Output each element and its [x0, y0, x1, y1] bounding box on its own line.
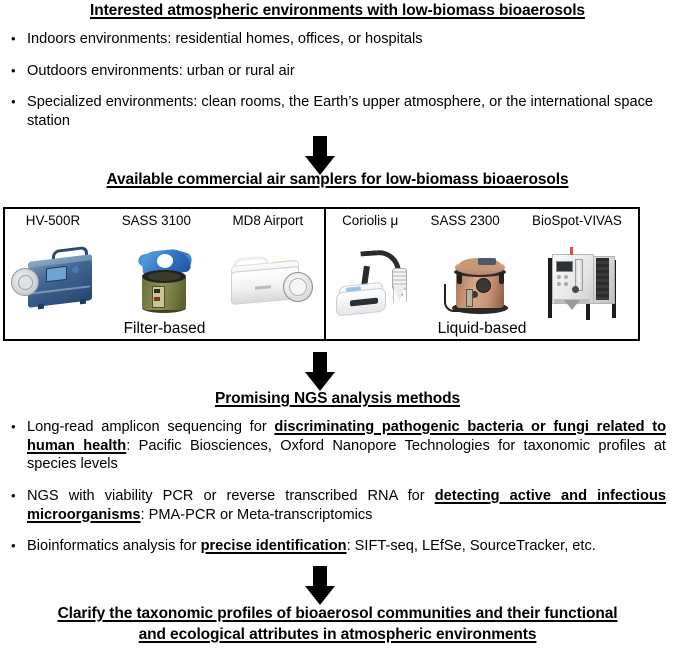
biospot-vivas-sampler-icon [534, 242, 638, 320]
filter-based-group [5, 209, 326, 339]
section-heading-ngs [0, 390, 675, 408]
bullet-icon: • [11, 94, 16, 110]
list-item-tail: : Pacific Biosciences, Oxford Nanopore Technologies for taxonomic profiles at species levels [27, 437, 666, 473]
ngs-methods-bullet-list [11, 418, 666, 569]
sass-3100-sampler-icon [112, 242, 216, 320]
list-item [11, 418, 666, 474]
sass-2300-sampler-icon [430, 242, 534, 320]
list-item-text: Outdoors environments: urban or rural air [27, 62, 295, 79]
sampler-label-coriolis-mu: Coriolis μ [342, 213, 399, 228]
list-item [11, 537, 666, 556]
samplers-box [3, 207, 640, 341]
list-item-tail: : PMA-PCR or Meta-transcriptomics [140, 506, 373, 523]
conclusion-statement [10, 604, 665, 646]
list-item-lead: Long-read amplicon sequencing for [27, 419, 275, 435]
liquid-based-group [326, 209, 638, 339]
list-item [11, 487, 666, 524]
list-item-emphasis: precise identification [200, 538, 347, 555]
list-item-tail: : SIFT-seq, LEfSe, SourceTracker, etc. [346, 538, 596, 555]
list-item-text: Indoors environments: residential homes, offices, or hospitals [27, 31, 423, 47]
list-item [11, 62, 661, 81]
section-heading-ngs-text: Promising NGS analysis methods [214, 390, 461, 407]
hv-500r-sampler-icon [6, 242, 110, 320]
down-arrow-icon [300, 566, 340, 606]
list-item-emphasis: detecting active and infectious microorganisms [27, 488, 666, 523]
liquid-based-labels [326, 209, 638, 228]
conclusion-line-1: Clarify the taxonomic profiles of bioaerosol communities and their functional [57, 605, 618, 622]
sampler-label-hv-500r: HV-500R [25, 213, 81, 228]
filter-based-labels [5, 209, 324, 228]
list-item-lead: Bioinformatics analysis for [27, 538, 201, 555]
list-item [11, 93, 661, 130]
list-item [11, 30, 661, 49]
list-item-text [27, 537, 666, 556]
bullet-icon: • [11, 488, 16, 504]
list-item-text [27, 418, 666, 474]
coriolis-mu-sampler-icon [326, 242, 430, 320]
sampler-label-md8-airport: MD8 Airport [232, 213, 304, 228]
list-item-lead: NGS with viability PCR or reverse transcribed RNA for [27, 488, 435, 505]
bullet-icon: • [11, 31, 16, 46]
conclusion-line-2: and ecological attributes in atmospheric environments [138, 625, 537, 643]
filter-based-caption: Filter-based [123, 319, 206, 337]
section-heading-samplers [0, 171, 675, 189]
section-heading-environments [0, 2, 675, 20]
sampler-label-biospot-vivas: BioSpot-VIVAS [532, 213, 622, 228]
bullet-icon: • [11, 62, 16, 78]
list-item-text [27, 487, 666, 524]
sampler-label-sass-3100: SASS 3100 [121, 213, 191, 228]
filter-based-images [5, 228, 324, 321]
bullet-icon: • [11, 419, 16, 434]
section-heading-samplers-text: Available commercial air samplers for low-biomass bioaerosols [106, 171, 569, 188]
environments-bullet-list [11, 30, 661, 144]
list-item-text: Specialized environments: clean rooms, the Earth’s upper atmosphere, or the international space station [27, 94, 653, 130]
list-item-emphasis: discriminating pathogenic bacteria or fungi related to human health [27, 419, 667, 454]
liquid-based-caption: Liquid-based [437, 319, 527, 337]
down-arrow-icon [300, 352, 340, 392]
down-arrow-icon [300, 136, 340, 176]
section-heading-environments-text: Interested atmospheric environments with low-biomass bioaerosols [90, 2, 585, 19]
sampler-label-sass-2300: SASS 2300 [430, 213, 500, 228]
liquid-based-images [326, 228, 638, 321]
md8-airport-sampler-icon [219, 242, 323, 320]
bullet-icon: • [11, 538, 16, 554]
